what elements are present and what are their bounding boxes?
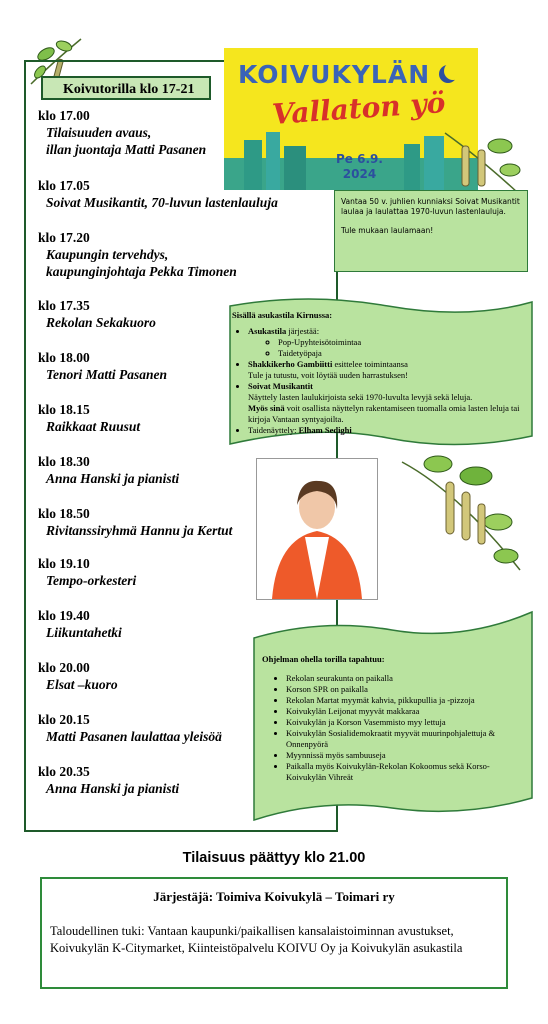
schedule-time: klo 18.30 (38, 454, 90, 469)
square-activity-item: • Korson SPR on paikalla (286, 684, 524, 695)
poster-date-day: Pe 6.9. (336, 152, 383, 166)
support-text: Taloudellinen tuki: Vantaan kaupunki/paikallisen kansalaistoiminnan avustukset, Koivukylän K-Citymarket, Kiinteistöpalvelu KOIVU Oy ja Koivukylän asukastila (50, 924, 463, 955)
schedule-title: Tempo-orkesteri (46, 573, 137, 588)
indoor-heading: Sisällä asukastila Kirnussa: (232, 310, 333, 320)
schedule-time: klo 19.10 (38, 556, 90, 571)
info-scroll-singalong (334, 190, 528, 272)
schedule-title: Tenori Matti Pasanen (46, 367, 168, 382)
schedule-time: klo 18.15 (38, 402, 90, 417)
singalong-invite: Tule mukaan laulamaan! (341, 226, 434, 235)
schedule-title: Soivat Musikantit, 70-luvun lastenlauluja (46, 195, 278, 210)
square-activity-item: • Rekolan seurakunta on paikalla (286, 673, 524, 684)
schedule-title: Rekolan Sekakuoro (46, 315, 156, 330)
schedule-time: klo 20.35 (38, 764, 90, 779)
poster-subtitle: Vallaton yö (271, 85, 447, 132)
square-activity-item: • Koivukylän Leijonat myyvät makkaraa (286, 706, 524, 717)
schedule-title: kaupunginjohtaja Pekka Timonen (46, 264, 237, 279)
schedule-label: Koivutorilla klo 17-21 (41, 76, 211, 100)
square-activity-item: • Rekolan Martat myymät kahvia, pikkupullia ja -pizzoja (286, 695, 524, 706)
schedule-title: Anna Hanski ja pianisti (46, 781, 180, 796)
poster-title: KOIVUKYLÄN (238, 60, 431, 89)
event-end-text: Tilaisuus päättyy klo 21.00 (182, 850, 366, 866)
birch-branch-icon (398, 452, 524, 576)
schedule-title: Raikkaat Ruusut (46, 419, 141, 434)
schedule-time: klo 20.00 (38, 660, 90, 675)
schedule-time: klo 17.20 (38, 230, 90, 245)
square-program (262, 654, 524, 783)
performer-photo (256, 458, 378, 600)
schedule-time: klo 17.05 (38, 178, 90, 193)
schedule-title: Liikuntahetki (46, 625, 122, 640)
schedule-time: klo 17.00 (38, 108, 90, 123)
birch-catkin-icon (440, 128, 522, 198)
moon-icon (444, 62, 462, 80)
schedule-item (38, 230, 328, 280)
schedule-title: Tilaisuuden avaus, (46, 125, 152, 140)
schedule-time: klo 19.40 (38, 608, 90, 623)
schedule-title: Elsat –kuoro (46, 677, 118, 692)
schedule-time: klo 17.35 (38, 298, 90, 313)
schedule-title: Kaupungin tervehdys, (46, 247, 169, 262)
schedule-title: Anna Hanski ja pianisti (46, 471, 180, 486)
schedule-title: Matti Pasanen laulattaa yleisöä (46, 729, 222, 744)
poster-date (336, 152, 383, 182)
square-activity-item: • Koivukylän ja Korson Vasemmisto myy lettuja (286, 717, 524, 728)
singalong-text: Vantaa 50 v. juhlien kunniaksi Soivat Musikantit laulaa ja laulattaa 1970-luvun lastenlauluja. (341, 197, 520, 216)
square-activity-item: • Paikalla myös Koivukylän-Rekolan Kokoomus sekä Korso-Koivukylän Vihreät (286, 761, 524, 783)
organizer-title: Järjestäjä: Toimiva Koivukylä – Toimari ry (153, 889, 395, 904)
square-activity-item: • Koivukylän Sosialidemokraatit myyvät muurinpohjalettuja & Onnenpyörä (286, 728, 524, 750)
square-heading: Ohjelman ohella torilla tapahtuu: (262, 654, 385, 664)
poster-date-year: 2024 (342, 167, 377, 181)
schedule-time: klo 18.00 (38, 350, 90, 365)
indoor-program: Sisällä asukastila Kirnussa: • Asukastila järjestää: ◦ Pop-Upyhteisötoimintaa ◦ Taidetyöpaja • Shakkikerho Gambiitti esittelee toimintaansa Tule ja tutustu, voit löytää uuden harrastuksen! • Soivat Musikantit Näyttely lasten laulukirjoista sekä 1970-luvulta levyjä sekä leluja. Myös sinä voit osallista näyttelyn rakentamiseen tuomalla omia lasten leluja tai kirjoja Vantaan syntyajoilta. • Taidenäyttely: Elham Sedighi (232, 310, 522, 436)
person-photo-icon (257, 459, 377, 599)
organizer-box (40, 877, 508, 989)
schedule-title: Rivitanssiryhmä Hannu ja Kertut (46, 523, 233, 538)
square-activity-item: • Myynnissä myös sambuuseja (286, 750, 524, 761)
schedule-time: klo 18.50 (38, 506, 90, 521)
schedule-title: illan juontaja Matti Pasanen (46, 142, 207, 157)
schedule-time: klo 20.15 (38, 712, 90, 727)
